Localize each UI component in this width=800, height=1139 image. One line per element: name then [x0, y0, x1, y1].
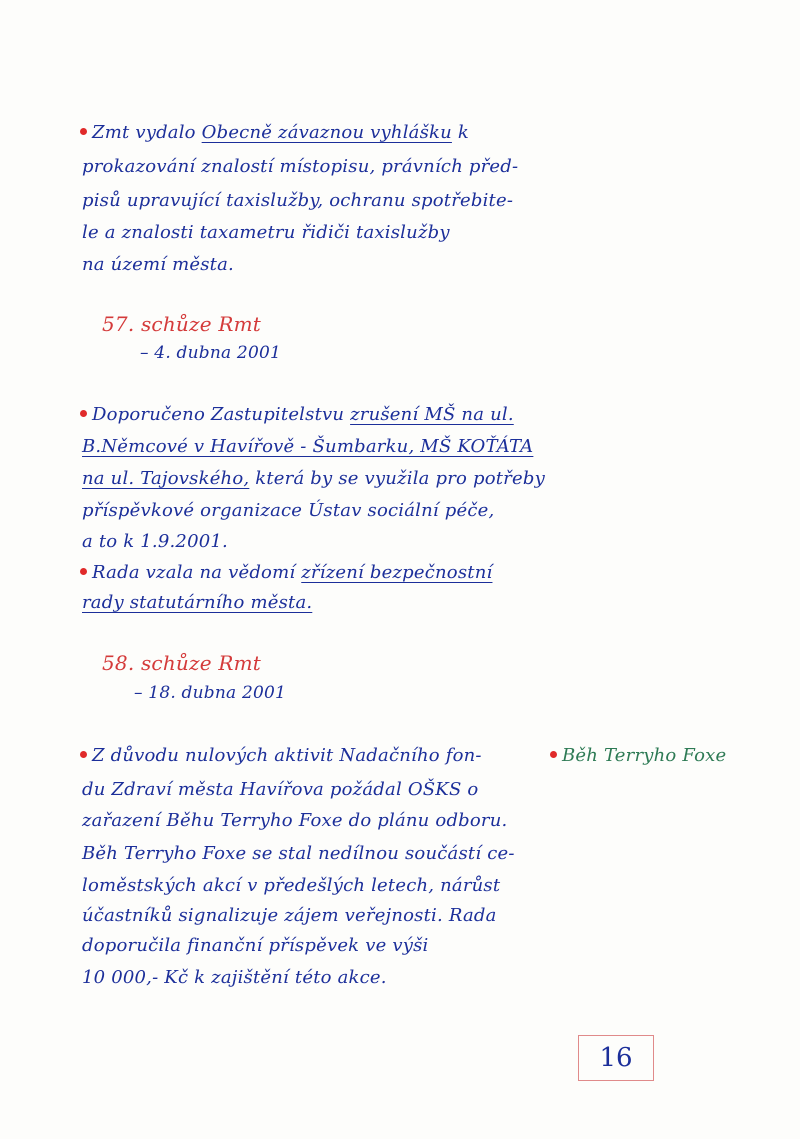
meeting57-date: – 4. dubna 2001	[140, 343, 281, 363]
bullet	[80, 751, 87, 758]
section2-line-4: příspěvkové organizace Ústav sociální péče,	[82, 500, 495, 521]
section1-line-2: prokazování znalostí místopisu, právních před-	[82, 156, 519, 177]
page-number-box	[578, 1035, 654, 1081]
bullet	[550, 751, 557, 758]
underlined-phrase: na ul. Tajovského,	[82, 468, 250, 489]
section2-line-2: B.Němcové v Havířově - Šumbarku, MŠ KOŤÁTA	[82, 436, 534, 457]
section2-line-5: a to k 1.9.2001.	[82, 531, 228, 552]
section1-line-3: pisů upravující taxislužby, ochranu spotřebite-	[82, 190, 514, 211]
section3-line-1: Rada vzala na vědomí zřízení bezpečnostní	[80, 562, 492, 583]
section4-line-2: du Zdraví města Havířova požádal OŠKS o	[82, 779, 479, 800]
underlined-phrase: Obecně závaznou vyhlášku	[201, 122, 452, 143]
page-number: 16	[599, 1043, 633, 1073]
meeting58-title: 58. schůze Rmt	[102, 651, 261, 675]
section4-line-4: Běh Terryho Foxe se stal nedílnou součástí ce-	[82, 843, 515, 864]
section4-line-3: zařazení Běhu Terryho Foxe do plánu odboru.	[82, 810, 508, 831]
section1-line-1: Zmt vydalo Obecně závaznou vyhlášku k	[80, 122, 469, 143]
underlined-phrase: zrušení MŠ na ul.	[350, 404, 514, 425]
section4-line-1: Z důvodu nulových aktivit Nadačního fon-	[80, 745, 482, 766]
bullet	[80, 410, 87, 417]
section2-line-3: na ul. Tajovského, která by se využila pro potřeby	[82, 468, 545, 489]
section3-line-2: rady statutárního města.	[82, 592, 313, 613]
meeting58-date: – 18. dubna 2001	[134, 683, 287, 703]
underlined-phrase: zřízení bezpečnostní	[301, 562, 493, 583]
section4-line-7: doporučila finanční příspěvek ve výši	[82, 935, 429, 956]
section1-line-5: na území města.	[82, 254, 234, 275]
bullet	[80, 128, 87, 135]
section2-line-1: Doporučeno Zastupitelstvu zrušení MŠ na ul.	[80, 404, 514, 425]
meeting57-title: 57. schůze Rmt	[102, 312, 261, 336]
bullet	[80, 568, 87, 575]
section4-line-8: 10 000,- Kč k zajištění této akce.	[82, 967, 387, 988]
section4-line-6: účastníků signalizuje zájem veřejnosti. Rada	[82, 905, 497, 926]
section4-line-5: loměstských akcí v předešlých letech, nárůst	[82, 875, 501, 896]
margin-note: Běh Terryho Foxe	[550, 745, 726, 766]
section1-line-4: le a znalosti taxametru řidiči taxislužby	[82, 222, 450, 243]
